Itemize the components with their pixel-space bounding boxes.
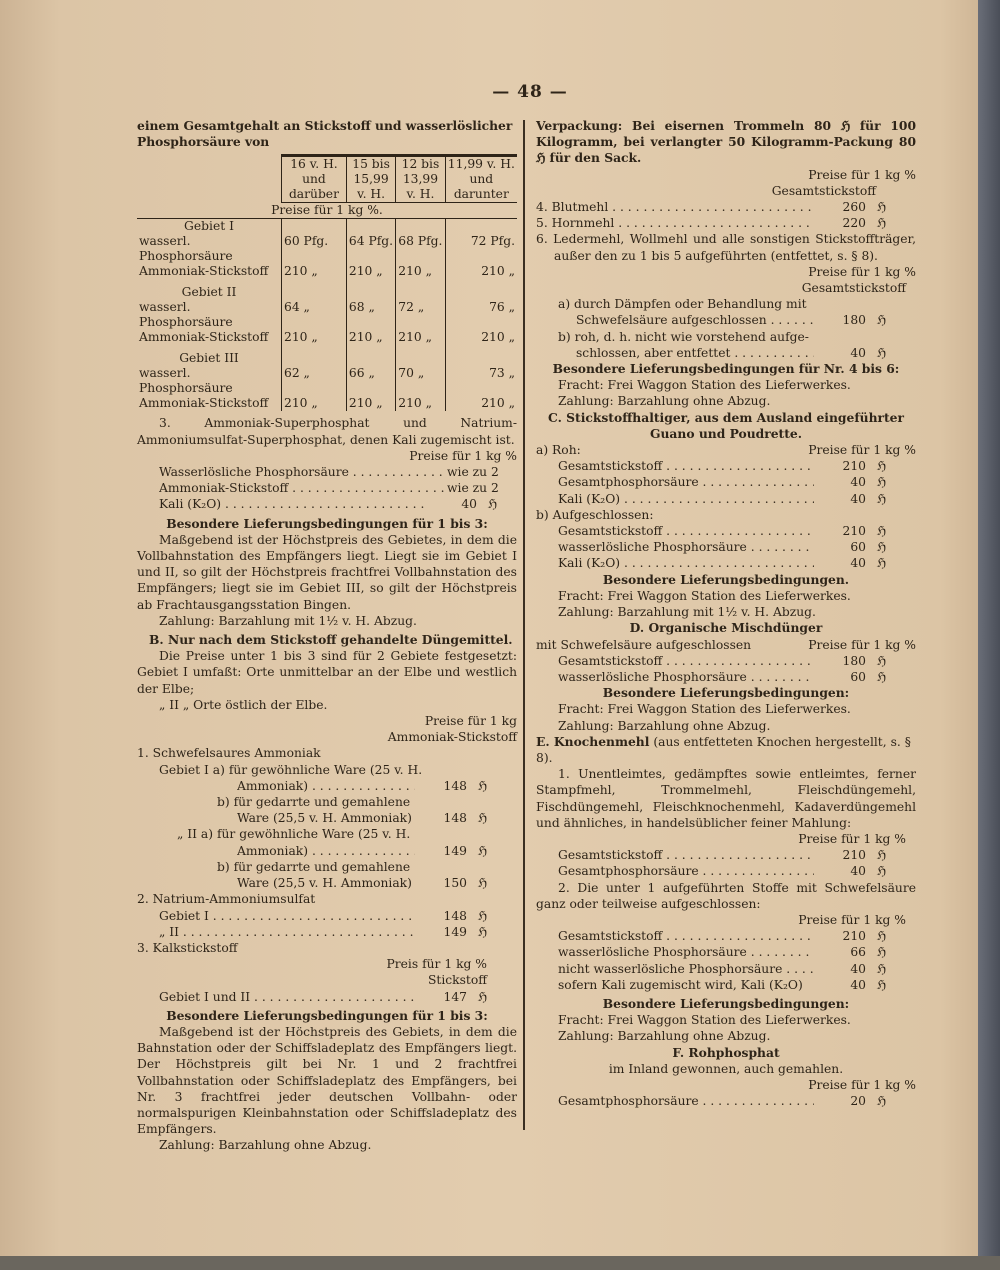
- table-row: wasserl. Phosphorsäure 64 „ 68 „ 72 „ 76 „: [139, 300, 515, 330]
- condition-text: Fracht: Frei Waggon Station des Lieferwerkes.: [558, 702, 851, 717]
- price-line: „ II . . . 149 ℌ: [137, 924, 517, 940]
- subsection-line: mit Schwefelsäure aufgeschlossen Preise für 1 kg %: [536, 637, 916, 652]
- section-heading: Besondere Lieferungsbedingungen für 1 bis 3:: [166, 1007, 488, 1023]
- price-line: Gesamtphosphorsäure . . . 20 ℌ: [536, 1093, 916, 1109]
- column-divider: [523, 120, 525, 1130]
- section-heading-b: B. Nur nach dem Stickstoff gehandelte Düngemittel.: [149, 632, 513, 648]
- section-heading-c: C. Stickstoffhaltiger, aus dem Ausland eingeführter Guano und Poudrette.: [548, 409, 904, 441]
- price-caption: Gesamtstickstoff: [771, 183, 876, 198]
- price-line: schlossen, aber entfettet . . . 40 ℌ: [536, 345, 916, 361]
- payment-text: Zahlung: Barzahlung ohne Abzug.: [558, 1029, 771, 1044]
- table-row: Ammoniak-Stickstoff 210 „ 210 „ 210 „ 210 „: [139, 396, 515, 411]
- price-caption: Ammoniak-Stickstoff: [387, 730, 517, 745]
- payment-text: Zahlung: Barzahlung mit 1½ v. H. Abzug.: [159, 613, 417, 628]
- price-line: sofern Kali zugemischt wird, Kali (K₂O) 40 ℌ: [558, 977, 886, 992]
- item-text: 1. Unentleimtes, gedämpftes sowie entleimtes, ferner Stampfmehl, Trommelmehl, Fleischdüngemehl, Fischdüngemehl, Fleischknochenmehl, Kadaverdüngemehl und ähnliches, in handelsüblicher feiner Mahlung:: [536, 767, 916, 830]
- table-header-cell: 16 v. H. und darüber: [282, 156, 347, 203]
- price-line: 5. Hornmehl . . . 220 ℌ: [536, 215, 916, 231]
- price-line: Ammoniak) . . . 149 ℌ: [137, 843, 517, 859]
- price-caption: Preise für 1 kg %: [798, 831, 906, 846]
- section-heading-e: E. Knochenmehl (aus entfetteten Knochen hergestellt, s. § 8).: [536, 733, 911, 765]
- price-caption: Preise für 1 kg %: [798, 912, 906, 927]
- region-title: Gebiet II: [181, 285, 237, 300]
- intro-text: einem Gesamtgehalt an Stickstoff und wasserlöslicher Phosphorsäure von: [137, 118, 513, 150]
- item-text: „ II a) für gewöhnliche Ware (25 v. H.: [177, 827, 411, 842]
- payment-text: Zahlung: Barzahlung ohne Abzug.: [558, 394, 771, 409]
- condition-text: Maßgebend ist der Höchstpreis des Gebietes, in dem die Vollbahnstation des Empfängers liegt. Liegt sie im Gebiet I und II, so gilt der Höchstpreis frachtfrei Vollbahnstation des Empfängers; liegt sie im Gebiet III, so gilt der Höchstpreis ab Frachtausgangsstation Bingen.: [137, 532, 517, 612]
- right-column: [536, 118, 916, 1109]
- price-line: Gebiet I . . . 148 ℌ: [137, 908, 517, 924]
- payment-text: Zahlung: Barzahlung mit 1½ v. H. Abzug.: [558, 605, 816, 620]
- table-row: wasserl. Phosphorsäure 62 „ 66 „ 70 „ 73 „: [139, 366, 515, 396]
- packaging-text: Verpackung: Bei eisernen Trommeln 80 ℌ für 100 Kilogramm, bei verlangter 50 Kilogramm-Packung 80 ℌ für den Sack.: [536, 118, 916, 166]
- price-line: Ware (25,5 v. H. Ammoniak) . . . 150 ℌ: [137, 875, 517, 891]
- left-column: [137, 118, 517, 1154]
- item-text: Gebiet I a) für gewöhnliche Ware (25 v. H.: [159, 762, 423, 777]
- condition-text: Fracht: Frei Waggon Station des Lieferwerkes.: [558, 378, 851, 393]
- list-item: Wasserlösliche Phosphorsäure . . . wie zu 2: [137, 464, 517, 480]
- price-caption: Gesamtstickstoff: [801, 281, 906, 296]
- region-title: Gebiet I: [184, 219, 234, 234]
- price-table: [137, 154, 517, 411]
- item-text: 6. Ledermehl, Wollmehl und alle sonstigen Stickstoffträger, außer den zu 1 bis 5 aufgeführten (entfettet, s. § 8).: [536, 232, 916, 263]
- section-heading: Besondere Lieferungsbedingungen:: [602, 995, 850, 1011]
- price-caption: Stickstoff: [427, 973, 487, 988]
- payment-text: Zahlung: Barzahlung ohne Abzug.: [159, 1138, 372, 1153]
- price-caption: Preise für 1 kg %: [808, 264, 916, 279]
- price-line: Gesamtstickstoff . . . 210 ℌ: [536, 458, 916, 474]
- item-heading: 3. Kalkstickstoff: [137, 940, 238, 955]
- price-line: Gebiet I und II . . . 147 ℌ: [137, 989, 517, 1005]
- price-line: Gesamtphosphorsäure . . . 40 ℌ: [536, 863, 916, 879]
- item-text: a) durch Dämpfen oder Behandlung mit: [558, 297, 807, 312]
- price-line: nicht wasserlösliche Phosphorsäure . . . 40 ℌ: [536, 961, 916, 977]
- section-3-text: 3. Ammoniak-Superphosphat und Natrium-Ammoniumsulfat-Superphosphat, denen Kali zugemischt ist.: [137, 416, 517, 447]
- item-text: b) für gedarrte und gemahlene: [217, 795, 411, 810]
- item-heading: 2. Natrium-Ammoniumsulfat: [137, 892, 316, 907]
- subsection-line: b) Aufgeschlossen:: [536, 507, 654, 522]
- table-header-cell: 15 bis 15,99 v. H.: [346, 156, 395, 203]
- item-heading: 1. Schwefelsaures Ammoniak: [137, 746, 321, 761]
- subsection-line: a) Roh: Preise für 1 kg %: [536, 443, 916, 458]
- section-heading-f: F. Rohphosphat: [672, 1044, 780, 1060]
- condition-text: Fracht: Frei Waggon Station des Lieferwerkes.: [558, 1013, 851, 1028]
- item-text: b) roh, d. h. nicht wie vorstehend aufge-: [558, 329, 809, 344]
- price-caption: Preis für 1 kg %: [386, 957, 487, 972]
- table-row: Ammoniak-Stickstoff 210 „ 210 „ 210 „ 210 „: [139, 264, 515, 279]
- table-price-unit: Preise für 1 kg %.: [137, 203, 517, 219]
- price-caption: Preise für 1 kg: [424, 714, 517, 729]
- table-header-cell: 11,99 v. H. und darunter: [445, 156, 517, 203]
- price-line: Ammoniak) . . . 148 ℌ: [137, 778, 517, 794]
- price-line: Gesamtstickstoff . . . 180 ℌ: [536, 653, 916, 669]
- payment-text: Zahlung: Barzahlung ohne Abzug.: [558, 718, 771, 733]
- price-line: Schwefelsäure aufgeschlossen . . . 180 ℌ: [536, 312, 916, 328]
- price-line: wasserlösliche Phosphorsäure . . . 60 ℌ: [536, 669, 916, 685]
- list-item: Ammoniak-Stickstoff . . . wie zu 2: [137, 480, 517, 496]
- table-row: Ammoniak-Stickstoff 210 „ 210 „ 210 „ 210 „: [139, 330, 515, 345]
- section-heading: Besondere Lieferungsbedingungen für 1 bis 3:: [166, 515, 488, 531]
- price-line: Kali (K₂O) . . . 40 ℌ: [536, 555, 916, 571]
- price-line: Gesamtstickstoff . . . 210 ℌ: [536, 847, 916, 863]
- region-definition: „ II „ Orte östlich der Elbe.: [159, 697, 328, 712]
- price-line: Gesamtphosphorsäure . . . 40 ℌ: [536, 474, 916, 490]
- item-text: im Inland gewonnen, auch gemahlen.: [608, 1061, 844, 1076]
- page-edge: [0, 1256, 1000, 1270]
- section-b-text: Die Preise unter 1 bis 3 sind für 2 Gebiete festgesetzt: Gebiet I umfaßt: Orte unmittelbar an der Elbe und westlich der Elbe;: [137, 649, 517, 696]
- table-header-cell: 12 bis 13,99 v. H.: [396, 156, 445, 203]
- price-caption: Preise für 1 kg %: [409, 448, 517, 463]
- table-row: wasserl. Phosphorsäure 60 Pfg. 64 Pfg. 68 Pfg. 72 Pfg.: [139, 234, 515, 264]
- book-binding: [978, 0, 1000, 1270]
- price-line: 4. Blutmehl . . . 260 ℌ: [536, 199, 916, 215]
- section-heading: Besondere Lieferungsbedingungen.: [602, 571, 850, 587]
- price-line: wasserlösliche Phosphorsäure . . . 66 ℌ: [536, 944, 916, 960]
- price-line: Gesamtstickstoff . . . 210 ℌ: [536, 928, 916, 944]
- price-line: Kali (K₂O) . . . 40 ℌ: [536, 491, 916, 507]
- price-line: wasserlösliche Phosphorsäure . . . 60 ℌ: [536, 539, 916, 555]
- region-title: Gebiet III: [179, 351, 239, 366]
- item-text: b) für gedarrte und gemahlene: [217, 859, 411, 874]
- table-header-row: [137, 156, 517, 203]
- price-line: Gesamtstickstoff . . . 210 ℌ: [536, 523, 916, 539]
- section-heading: Besondere Lieferungsbedingungen für Nr. 4 bis 6:: [552, 361, 900, 377]
- list-item: Kali (K₂O) . . . 40 ℌ: [137, 496, 517, 512]
- condition-text: Fracht: Frei Waggon Station des Lieferwerkes.: [558, 588, 851, 603]
- section-heading: Besondere Lieferungsbedingungen:: [602, 685, 850, 701]
- page-number: — 48 —: [492, 82, 568, 102]
- price-caption: Preise für 1 kg %: [808, 167, 916, 182]
- section-heading-d: D. Organische Mischdünger: [629, 620, 823, 636]
- price-caption: Preise für 1 kg %: [808, 1077, 916, 1092]
- condition-text: Maßgebend ist der Höchstpreis des Gebiets, in dem die Bahnstation oder der Schiffsladeplatz des Empfängers liegt. Der Höchstpreis gilt bei Nr. 1 und 2 frachtfrei Vollbahnstation oder Schiffsladeplatz des Empfängers, bei Nr. 3 frachtfrei jeder deutschen Vollbahn- oder normalspurigen Kleinbahnstation oder Schiffsladeplatz des Empfängers.: [137, 1024, 517, 1137]
- price-line: Ware (25,5 v. H. Ammoniak) . . . 148 ℌ: [137, 810, 517, 826]
- item-text: 2. Die unter 1 aufgeführten Stoffe mit Schwefelsäure ganz oder teilweise aufgeschlossen:: [536, 880, 916, 911]
